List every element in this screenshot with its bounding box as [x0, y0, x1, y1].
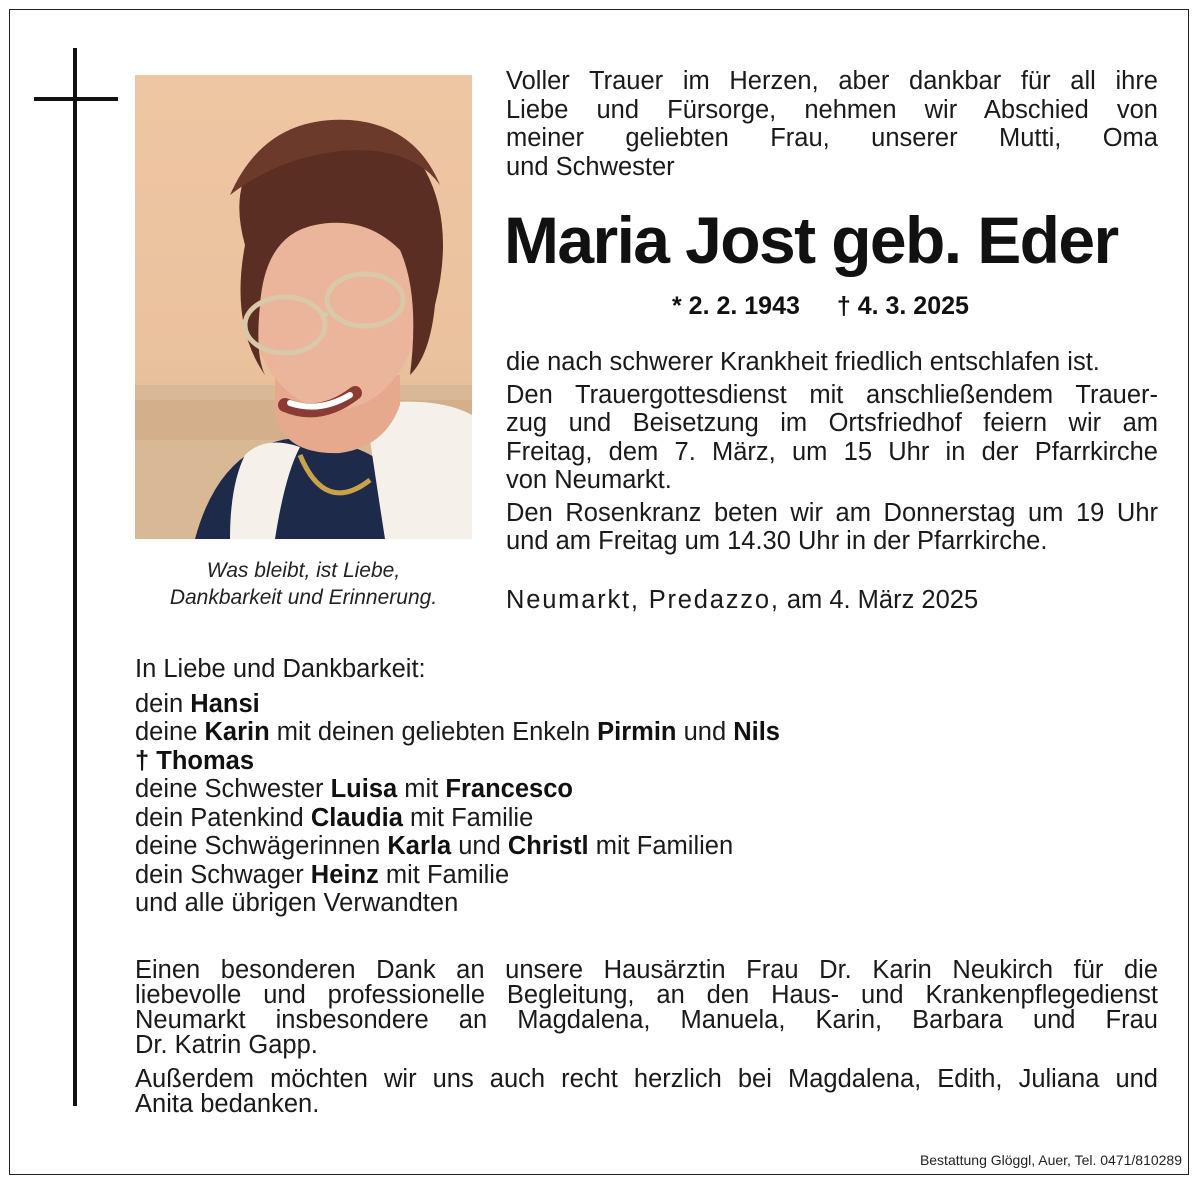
family-row: deine Karin mit deinen geliebten Enkeln Pirmin und Nils	[135, 718, 780, 746]
text-line: Den Trauergottesdienst mit anschließendem Trauer-	[506, 380, 1158, 409]
life-dates	[672, 292, 969, 321]
paragraph	[135, 1067, 1158, 1117]
funeral-home-footer: Bestattung Glöggl, Auer, Tel. 0471/810289	[919, 1152, 1182, 1168]
text-line: Anita bedanken.	[135, 1090, 320, 1118]
intro-line: Liebe und Fürsorge, nehmen wir Abschied von	[506, 95, 1158, 124]
family-row: deine Schwägerinnen Karla und Christl mit Familien	[135, 832, 734, 860]
photo-caption	[135, 557, 472, 611]
text-line: die nach schwerer Krankheit friedlich entschlafen ist.	[506, 348, 1100, 376]
text-line: von Neumarkt.	[506, 466, 672, 494]
text-line: Den Rosenkranz beten wir am Donnerstag um 19 Uhr	[506, 498, 1158, 527]
paragraph	[506, 348, 1158, 377]
intro-line: Voller Trauer im Herzen, aber dankbar für all ihre	[506, 67, 1158, 95]
birth-date: * 2. 2. 1943	[672, 292, 800, 320]
text-line: Dr. Katrin Gapp.	[135, 1031, 318, 1059]
family-row: deine Schwester Luisa mit Francesco	[135, 775, 573, 803]
deceased-name: Maria Jost geb. Eder	[504, 203, 1118, 277]
text-line: zug und Beisetzung im Ortsfriedhof feiern wir am	[506, 409, 1158, 437]
text-line: Außerdem möchten wir uns auch recht herzlich bei Magdalena, Edith, Juliana und	[135, 1065, 1158, 1093]
family-row: dein Schwager Heinz mit Familie	[135, 860, 510, 889]
place-location: Neumarkt, Predazzo,	[506, 586, 780, 614]
announcement-text	[506, 348, 1158, 560]
intro-line: meiner geliebten Frau, unserer Mutti, Oma	[506, 124, 1158, 152]
family-list	[135, 655, 1035, 918]
text-line: Neumarkt insbesondere an Magdalena, Manuela, Karin, Barbara und Frau	[135, 1006, 1158, 1034]
family-row: und alle übrigen Verwandten	[135, 889, 459, 917]
cross-icon-bar	[34, 97, 118, 101]
text-line: Freitag, dem 7. März, um 15 Uhr in der Pfarrkirche	[506, 437, 1158, 466]
family-row: dein Patenkind Claudia mit Familie	[135, 803, 534, 832]
place-date-text: am 4. März 2025	[786, 586, 979, 614]
text-line: liebevolle und professionelle Begleitung, an den Haus- und Krankenpflegedienst	[135, 981, 1158, 1009]
intro-line: und Schwester	[506, 152, 675, 181]
place-date	[506, 586, 978, 615]
text-line: Einen besonderen Dank an unsere Hausärztin Frau Dr. Karin Neukirch für die	[135, 956, 1158, 984]
caption-line: Was bleibt, ist Liebe,	[206, 559, 401, 582]
portrait-photo	[135, 75, 472, 539]
cross-icon	[73, 48, 77, 1106]
caption-line: Dankbarkeit und Erinnerung.	[169, 586, 438, 609]
text-line: und am Freitag um 14.30 Uhr in der Pfarrkirche.	[506, 527, 1048, 555]
paragraph	[506, 499, 1158, 556]
thanks-text	[135, 958, 1158, 1126]
family-row: dein Hansi	[135, 689, 260, 718]
paragraph	[506, 381, 1158, 495]
family-heading: In Liebe und Dankbarkeit:	[135, 655, 426, 683]
paragraph	[135, 958, 1158, 1058]
family-row: † Thomas	[135, 746, 255, 775]
intro-text	[506, 67, 1158, 181]
death-date: † 4. 3. 2025	[836, 292, 969, 320]
